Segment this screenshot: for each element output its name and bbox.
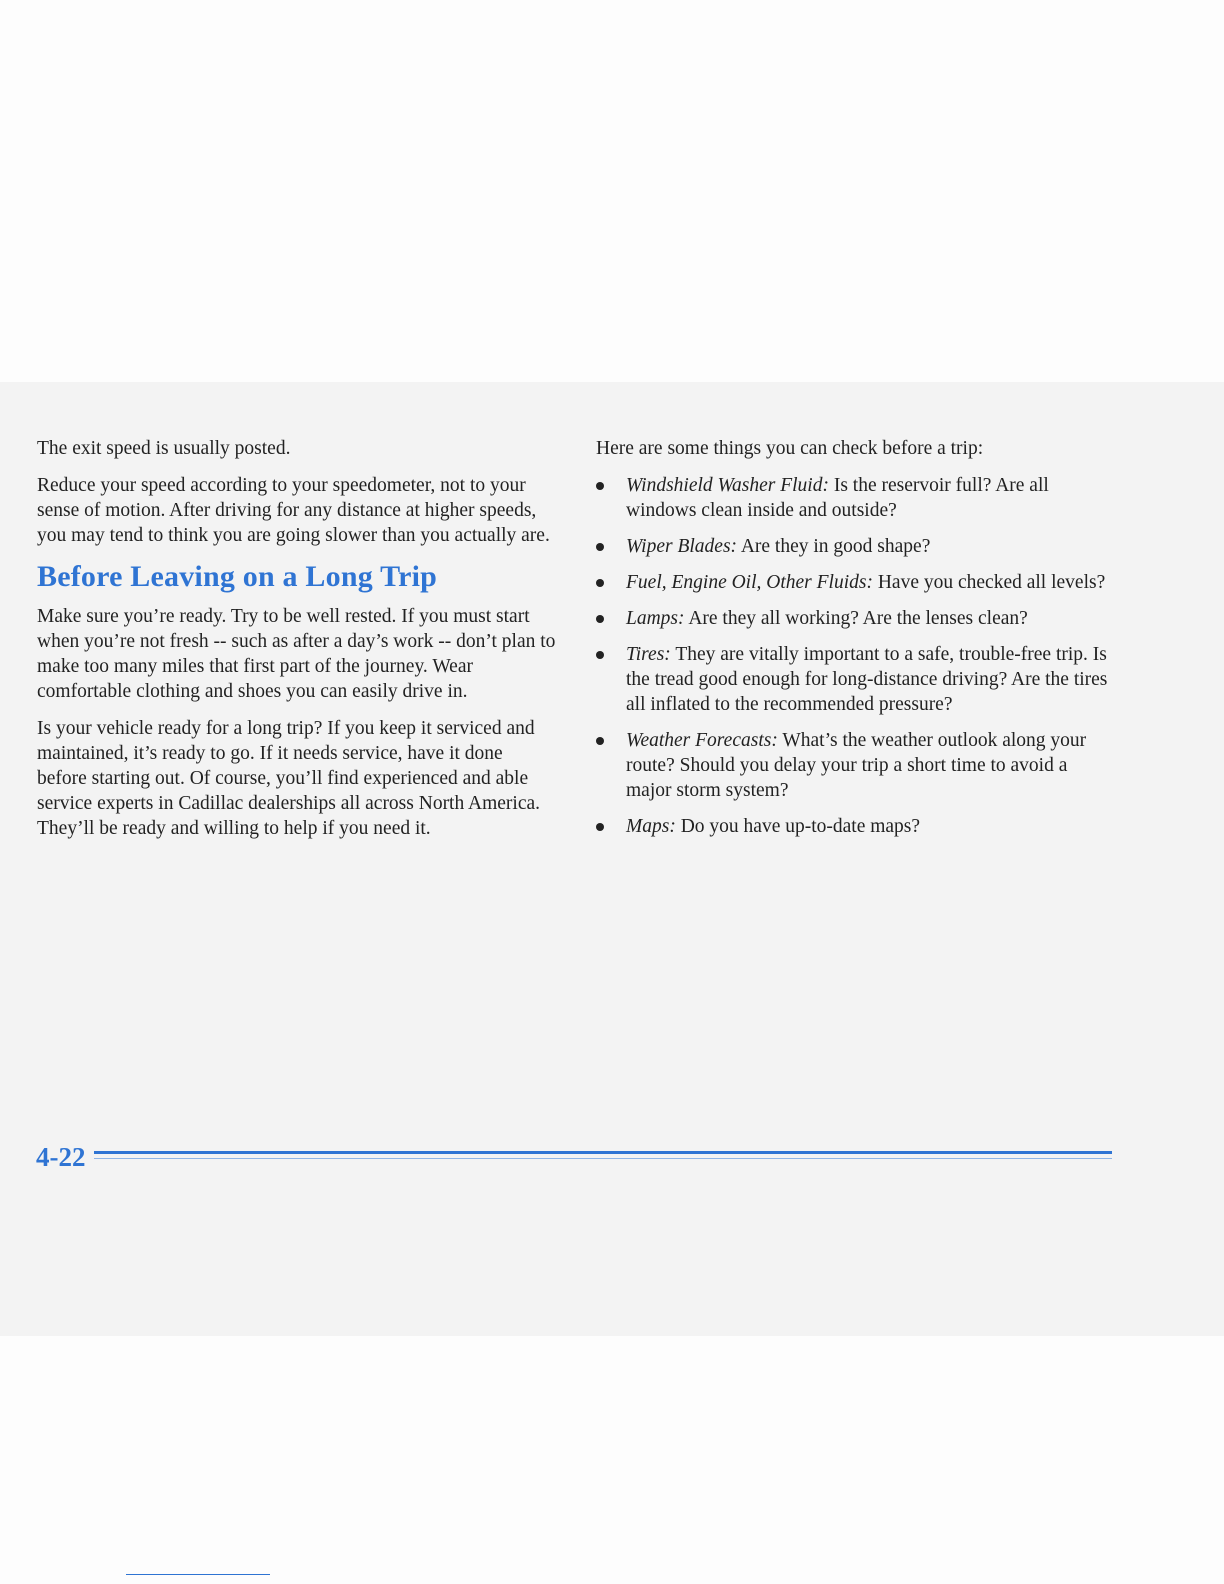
bottom-mark — [126, 1574, 270, 1575]
item-term: Fuel, Engine Oil, Other Fluids: — [626, 572, 873, 593]
page-number: 4-22 — [36, 1142, 86, 1172]
item-term: Windshield Washer Fluid: — [626, 475, 829, 496]
item-text: What’s the weather outlook along your route? Should you delay your trip a short time to avoid a major storm system? — [626, 730, 1087, 801]
footer-rule-thin — [94, 1158, 1112, 1159]
item-text: They are vitally important to a safe, trouble-free trip. Is the tread good enough for long-distance driving? Are the tires all inflated to the recommended pressure? — [626, 644, 1108, 715]
list-item — [596, 814, 1116, 839]
bullet-icon — [596, 737, 604, 745]
right-column — [596, 436, 1116, 850]
bullet-icon — [596, 651, 604, 659]
bullet-icon — [596, 615, 604, 623]
list-item — [596, 473, 1116, 523]
item-term: Lamps: — [626, 608, 685, 629]
section-heading: Before Leaving on a Long Trip — [37, 560, 438, 593]
item-text: Are they in good shape? — [737, 536, 931, 557]
item-text: Do you have up-to-date maps? — [675, 816, 921, 837]
footer-rule — [94, 1148, 1112, 1162]
checklist-intro: Here are some things you can check before a trip: — [596, 438, 984, 459]
item-text: Are they all working? Are the lenses clean? — [684, 608, 1028, 629]
list-item — [596, 606, 1116, 631]
footer-rule-thick — [94, 1151, 1112, 1154]
be-ready-paragraph: Make sure you’re ready. Try to be well rested. If you must start when you’re not fresh -- such as after a day’s work -- don’t plan to make too many miles that first part of the journey. Wear comfortable clothing and shoes you can easily drive in. — [37, 606, 556, 702]
exit-speed-paragraph: The exit speed is usually posted. — [37, 438, 291, 459]
item-term: Maps: — [626, 816, 676, 837]
item-term: Weather Forecasts: — [626, 730, 778, 751]
list-item — [596, 534, 1116, 559]
trip-checklist — [596, 473, 1116, 839]
bullet-icon — [596, 543, 604, 551]
item-term: Tires: — [626, 644, 671, 665]
bullet-icon — [596, 579, 604, 587]
item-term: Wiper Blades: — [626, 536, 738, 557]
list-item — [596, 570, 1116, 595]
bullet-icon — [596, 823, 604, 831]
reduce-speed-paragraph: Reduce your speed according to your speedometer, not to your sense of motion. After driving for any distance at higher speeds, you may tend to think you are going slower than you actually are. — [37, 475, 550, 546]
list-item — [596, 728, 1116, 803]
bullet-icon — [596, 482, 604, 490]
list-item — [596, 642, 1116, 717]
left-column — [37, 436, 557, 853]
item-text: Have you checked all levels? — [872, 572, 1106, 593]
vehicle-ready-paragraph: Is your vehicle ready for a long trip? If you keep it serviced and maintained, it’s ready to go. If it needs service, have it done before starting out. Of course, you’ll find experienced and able service experts in Cadillac dealerships all across North America. They’ll be ready and willing to help if you need it. — [37, 718, 541, 839]
item-text: Is the reservoir full? Are all windows clean inside and outside? — [626, 475, 1049, 521]
